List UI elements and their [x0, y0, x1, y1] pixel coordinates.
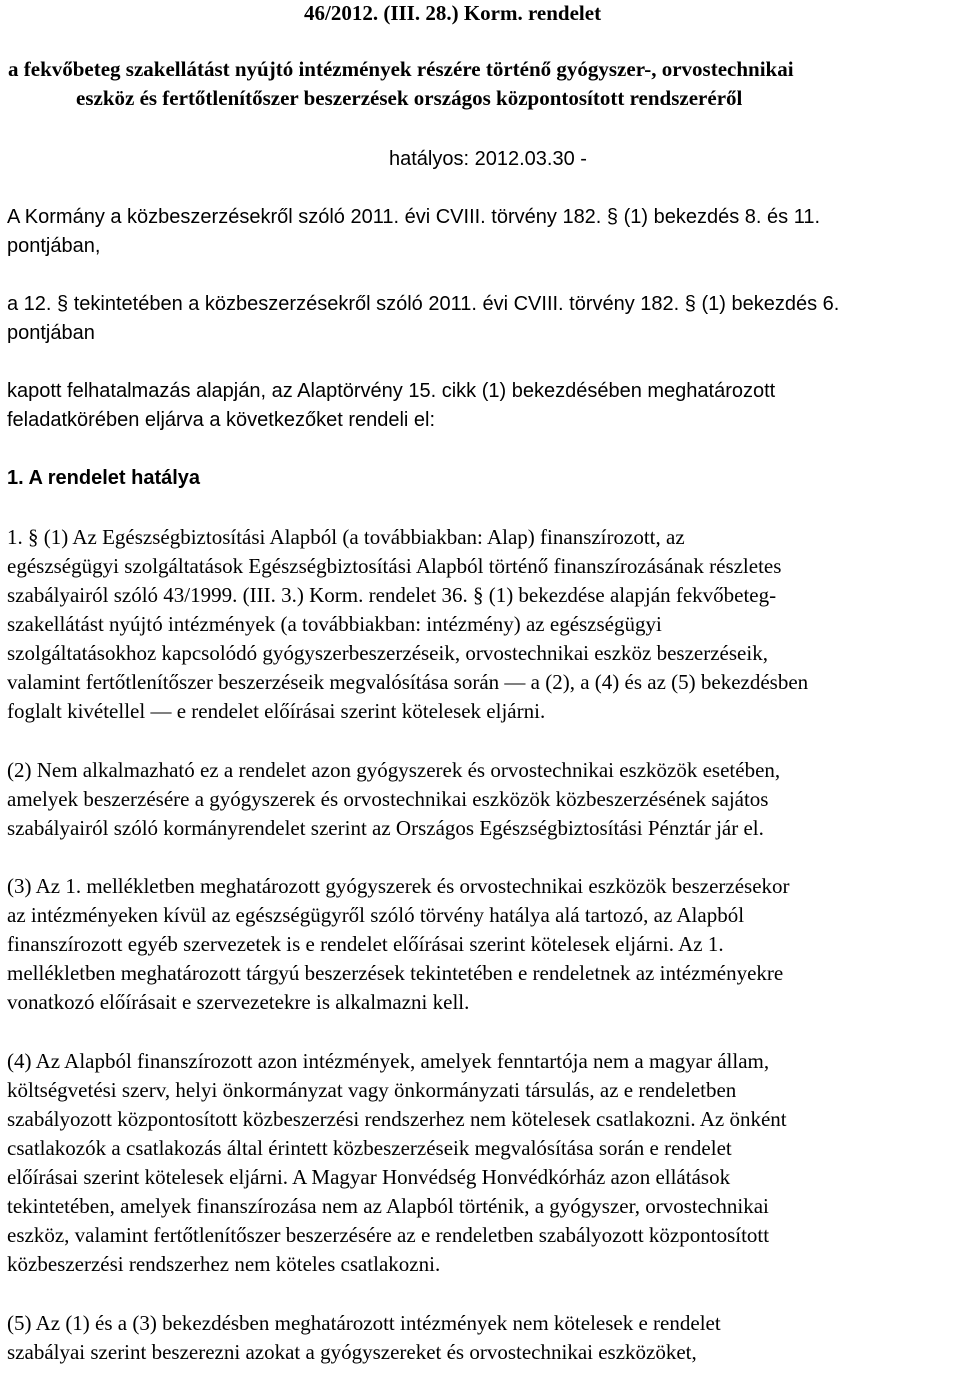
- section-p3-line-5: vonatkozó előírásait e szervezetekre is alkalmazni kell.: [7, 990, 470, 1014]
- section-p4-line-5: előírásai szerint kötelesek eljárni. A Magyar Honvédség Honvédkórház azon ellátások: [7, 1165, 731, 1189]
- preamble-p3-line-1: kapott felhatalmazás alapján, az Alaptörvény 15. cikk (1) bekezdésében meghatározott: [7, 380, 776, 402]
- section-p4-line-2: költségvetési szerv, helyi önkormányzat vagy önkormányzati társulás, az e rendeletben: [7, 1078, 737, 1102]
- section-p1-line-2: egészségügyi szolgáltatások Egészségbiztosítási Alapból történő finanszírozásának részletes: [7, 554, 782, 578]
- section-p1-line-5: szolgáltatásokhoz kapcsolódó gyógyszerbeszerzéseik, orvostechnikai eszköz beszerzéseik,: [7, 641, 768, 665]
- section-p1-line-4: szakellátást nyújtó intézmények (a továbbiakban: intézmény) az egészségügyi: [7, 612, 662, 636]
- preamble-p1-line-1: A Kormány a közbeszerzésekről szóló 2011. évi CVIII. törvény 182. § (1) bekezdés 8. és 11.: [7, 206, 821, 228]
- section-heading: 1. A rendelet hatálya: [7, 467, 201, 489]
- section-p2-line-3: szabályairól szóló kormányrendelet szerint az Országos Egészségbiztosítási Pénztár jár el.: [7, 816, 764, 840]
- section-p3-line-4: mellékletben meghatározott tárgyú beszerzések tekintetében e rendeletnek az intézményekre: [7, 961, 784, 985]
- section-p4-line-1: (4) Az Alapból finanszírozott azon intézmények, amelyek fenntartója nem a magyar állam,: [7, 1049, 770, 1073]
- section-p3-line-3: finanszírozott egyéb szervezetek is e rendelet előírásai szerint kötelesek eljárni. Az 1.: [7, 932, 724, 956]
- document-subtitle-line-1: a fekvőbeteg szakellátást nyújtó intézmények részére történő gyógyszer-, orvostechnikai: [8, 57, 794, 81]
- section-p4-line-8: közbeszerzési rendszerhez nem köteles csatlakozni.: [7, 1252, 441, 1276]
- document-subtitle-line-2: eszköz és fertőtlenítőszer beszerzések országos központosított rendszeréről: [76, 86, 743, 110]
- section-p1-line-3: szabályairól szóló 43/1999. (III. 3.) Korm. rendelet 36. § (1) bekezdése alapján fekvőbeteg-: [7, 583, 777, 607]
- section-p4-line-3: szabályozott központosított közbeszerzési rendszerhez nem kötelesek csatlakozni. Az önként: [7, 1107, 787, 1131]
- preamble-p1-line-2: pontjában,: [7, 235, 101, 257]
- section-p1-line-7: foglalt kivétellel — e rendelet előírásai szerint kötelesek eljárni.: [7, 699, 546, 723]
- section-p1-line-6: valamint fertőtlenítőszer beszerzéseik megvalósítása során — a (2), a (4) és az (5) bekezdésben: [7, 670, 809, 694]
- section-p2-line-1: (2) Nem alkalmazható ez a rendelet azon gyógyszerek és orvostechnikai eszközök esetében,: [7, 758, 781, 782]
- section-p2-line-2: amelyek beszerzésére a gyógyszerek és orvostechnikai eszközök közbeszerzésének sajátos: [7, 787, 769, 811]
- section-p5-line-1: (5) Az (1) és a (3) bekezdésben meghatározott intézmények nem kötelesek e rendelet: [7, 1311, 721, 1335]
- section-p5-line-2: szabályai szerint beszerezni azokat a gyógyszereket és orvostechnikai eszközöket,: [7, 1340, 697, 1364]
- section-p4-line-7: eszköz, valamint fertőtlenítőszer beszerzésére az e rendeletben szabályozott központosított: [7, 1223, 770, 1247]
- preamble-p2-line-2: pontjában: [7, 322, 95, 344]
- preamble-p2-line-1: a 12. § tekintetében a közbeszerzésekről szóló 2011. évi CVIII. törvény 182. § (1) bekezdés 6.: [7, 293, 840, 315]
- section-p4-line-4: csatlakozók a csatlakozás által érintett közbeszerzéseik megvalósítása során e rendelet: [7, 1136, 732, 1160]
- section-p4-line-6: tekintetében, amelyek finanszírozása nem az Alapból történik, a gyógyszer, orvostechnikai: [7, 1194, 769, 1218]
- document-title: 46/2012. (III. 28.) Korm. rendelet: [304, 1, 602, 25]
- preamble-p3-line-2: feladatkörében eljárva a következőket rendeli el:: [7, 409, 436, 431]
- section-p1-line-1: 1. § (1) Az Egészségbiztosítási Alapból (a továbbiakban: Alap) finanszírozott, az: [7, 525, 685, 549]
- section-p3-line-2: az intézményeken kívül az egészségügyről szóló törvény hatálya alá tartozó, az Alapból: [7, 903, 745, 927]
- section-p3-line-1: (3) Az 1. mellékletben meghatározott gyógyszerek és orvostechnikai eszközök beszerzésekor: [7, 874, 790, 898]
- effective-date: hatályos: 2012.03.30 -: [389, 148, 587, 170]
